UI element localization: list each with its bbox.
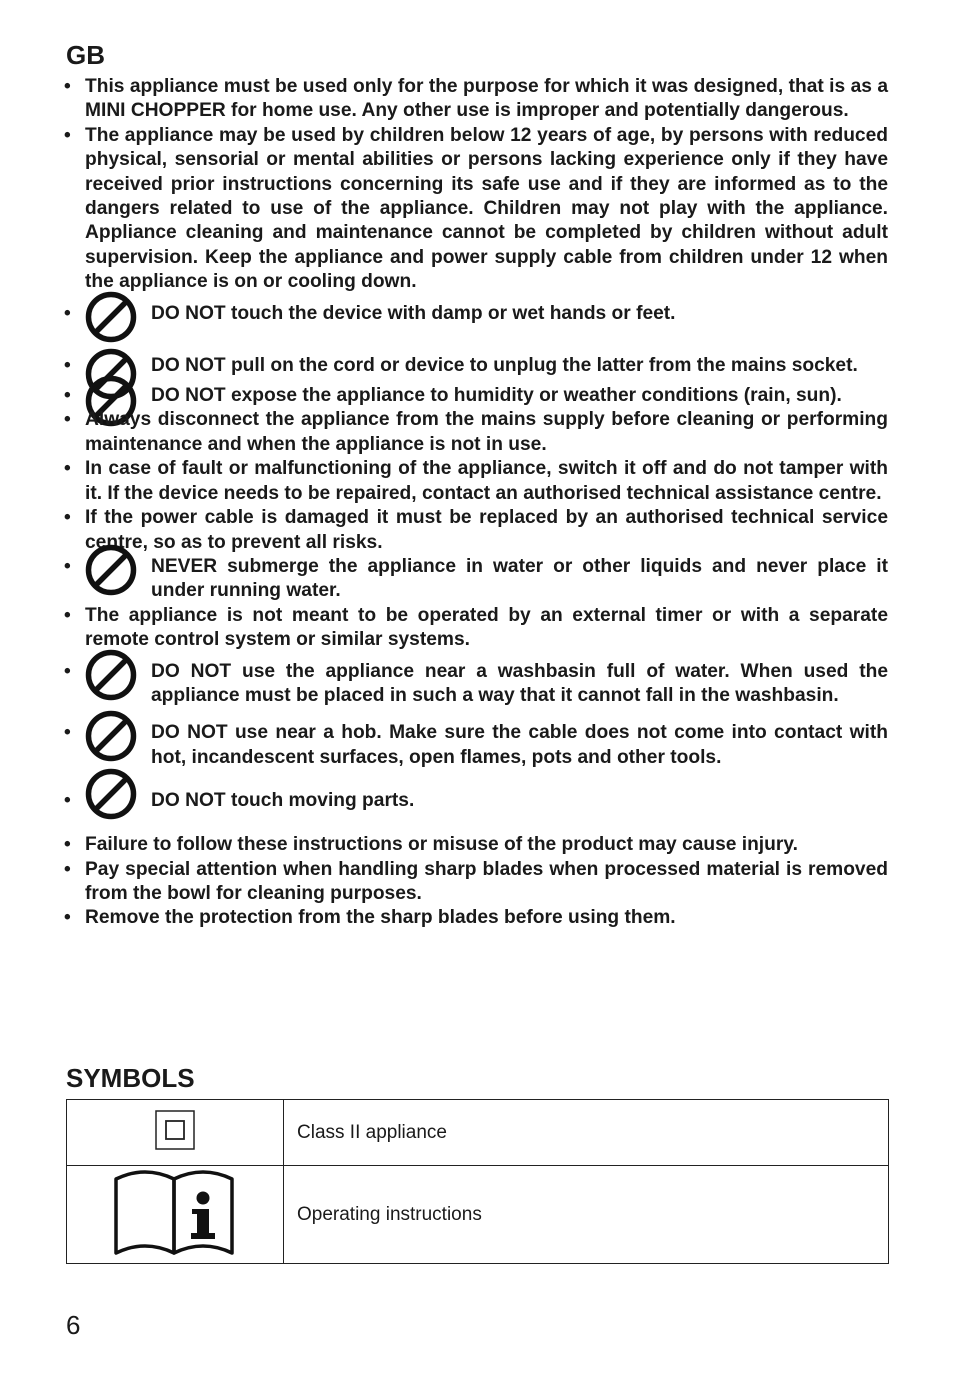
prohibition-icon bbox=[84, 543, 138, 597]
bullet: • bbox=[64, 604, 71, 626]
list-item bbox=[64, 660, 888, 709]
language-heading: GB bbox=[66, 40, 105, 70]
instruction-text: This appliance must be used only for the purpose for which it was designed, that is as a MINI CHOPPER for home use. Any other use is improper and potentially dangerous. bbox=[85, 76, 888, 122]
list-item bbox=[64, 506, 888, 555]
bullet: • bbox=[64, 458, 71, 480]
symbol-label: Class II appliance bbox=[284, 1100, 889, 1166]
bullet: • bbox=[64, 385, 71, 407]
list-item bbox=[64, 75, 888, 124]
symbols-heading: SYMBOLS bbox=[66, 1063, 195, 1093]
symbol-cell bbox=[67, 1100, 284, 1166]
list-item bbox=[64, 906, 888, 930]
bullet: • bbox=[64, 660, 71, 682]
operating-instructions-book-icon bbox=[113, 1167, 237, 1263]
bullet: • bbox=[64, 302, 71, 324]
list-item bbox=[64, 384, 888, 408]
safety-instructions-list bbox=[64, 75, 888, 931]
list-item bbox=[64, 833, 888, 857]
prohibition-icon bbox=[84, 767, 138, 821]
bullet: • bbox=[64, 409, 71, 431]
page-number: 6 bbox=[66, 1310, 81, 1340]
instruction-text: DO NOT use near a hob. Make sure the cable does not come into contact with hot, incandescent surfaces, open flames, pots and other tools. bbox=[151, 722, 888, 768]
instruction-text: Pay special attention when handling sharp blades when processed material is removed from the bowl for cleaning purposes. bbox=[85, 858, 888, 904]
instruction-text: DO NOT use the appliance near a washbasin full of water. When used the appliance must be placed in such a way that it cannot fall in the washbasin. bbox=[151, 660, 888, 706]
instruction-text: In case of fault or malfunctioning of the appliance, switch it off and do not tamper with it. If the device needs to be repaired, contact an authorised technical assistance centre. bbox=[85, 458, 888, 504]
instruction-text: The appliance is not meant to be operated by an external timer or with a separate remote control system or similar systems. bbox=[85, 604, 888, 651]
list-item bbox=[64, 789, 888, 823]
list-item bbox=[64, 858, 888, 907]
prohibition-icon bbox=[84, 648, 138, 702]
instruction-text: DO NOT pull on the cord or device to unplug the latter from the mains socket. bbox=[151, 354, 858, 376]
list-item bbox=[64, 302, 888, 350]
list-item bbox=[64, 604, 888, 653]
list-item bbox=[64, 408, 888, 457]
instruction-text: Failure to follow these instructions or misuse of the product may cause injury. bbox=[85, 834, 798, 856]
instruction-text: DO NOT touch the device with damp or wet hands or feet. bbox=[151, 302, 676, 324]
bullet: • bbox=[64, 124, 71, 146]
instruction-text: Remove the protection from the sharp blades before using them. bbox=[85, 907, 676, 929]
instruction-text: DO NOT expose the appliance to humidity or weather conditions (rain, sun). bbox=[151, 385, 842, 407]
list-item bbox=[64, 555, 888, 604]
bullet: • bbox=[64, 507, 71, 529]
instruction-text: If the power cable is damaged it must be replaced by an authorised technical service centre, so as to prevent all risks. bbox=[85, 507, 888, 553]
symbol-label: Operating instructions bbox=[284, 1166, 889, 1264]
bullet: • bbox=[64, 834, 71, 856]
table-row bbox=[67, 1166, 889, 1264]
bullet: • bbox=[64, 555, 71, 577]
list-item bbox=[64, 354, 888, 378]
list-item bbox=[64, 721, 888, 770]
list-item bbox=[64, 124, 888, 295]
instruction-text: NEVER submerge the appliance in water or other liquids and never place it under running water. bbox=[151, 555, 888, 602]
class-ii-square-icon bbox=[155, 1110, 195, 1156]
symbols-table bbox=[66, 1099, 889, 1264]
bullet: • bbox=[64, 907, 71, 929]
prohibition-icon bbox=[84, 709, 138, 763]
bullet: • bbox=[64, 76, 71, 97]
instruction-text: The appliance may be used by children below 12 years of age, by persons with reduced physical, sensorial or mental abilities or persons lacking experience only if they have received prior instructions concerning its safe use and if they are informed as to the dangers related to use of the appliance. Children may not play with the appliance. Appliance cleaning and maintenance cannot be completed by children without adult supervision. Keep the appliance and power supply cable from children under 12 when the appliance is on or cooling down. bbox=[85, 124, 888, 293]
instruction-text: Always disconnect the appliance from the mains supply before cleaning or performing maintenance and when the appliance is not in use. bbox=[85, 409, 888, 455]
bullet: • bbox=[64, 354, 71, 376]
table-row bbox=[67, 1100, 889, 1166]
bullet: • bbox=[64, 790, 71, 812]
instruction-text: DO NOT touch moving parts. bbox=[151, 790, 415, 812]
prohibition-icon bbox=[84, 290, 138, 344]
symbol-cell bbox=[67, 1166, 284, 1264]
bullet: • bbox=[64, 858, 71, 880]
list-item bbox=[64, 457, 888, 506]
bullet: • bbox=[64, 722, 71, 744]
